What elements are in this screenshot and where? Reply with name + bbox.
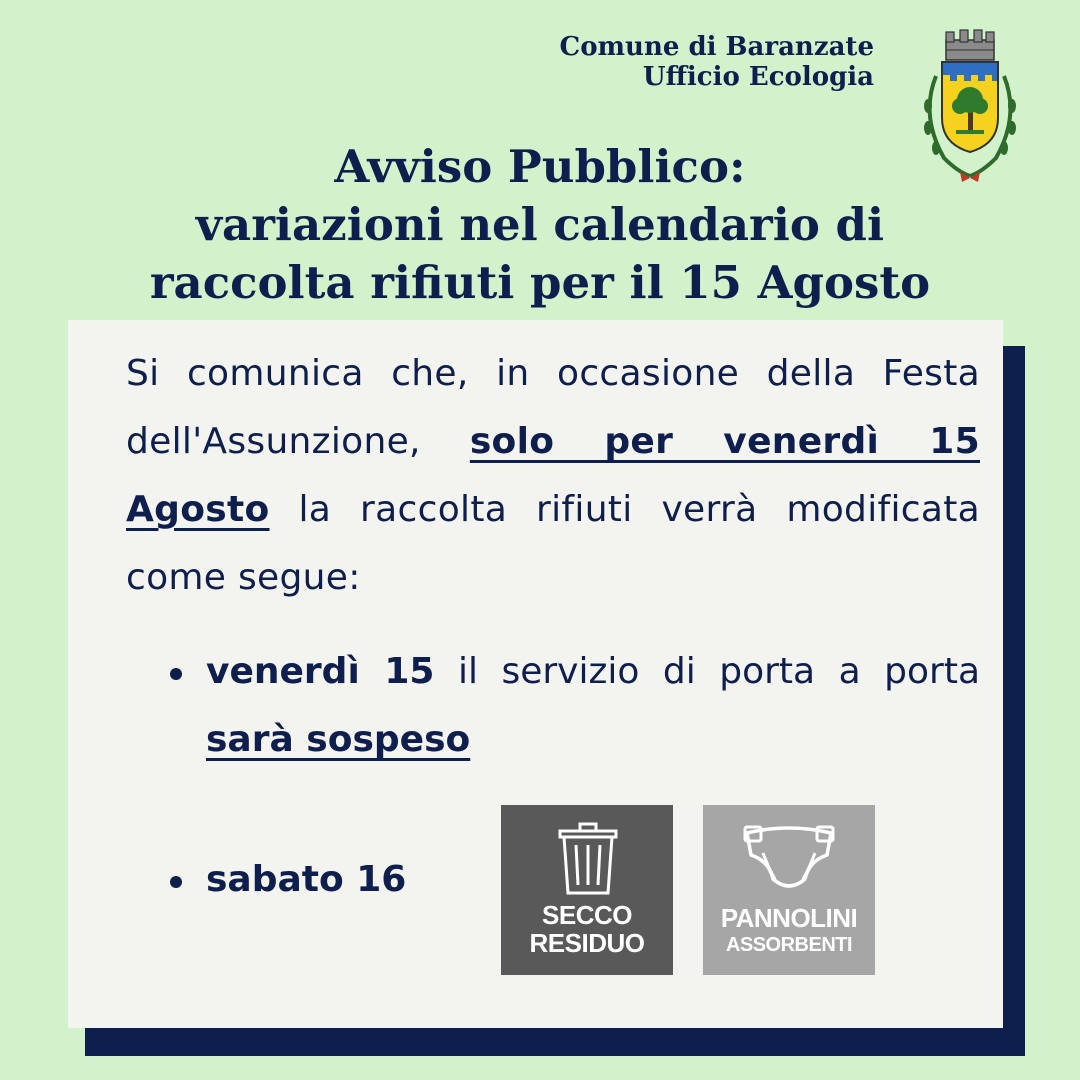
bullet-day: sabato 16 — [206, 859, 407, 900]
bullet-friday — [206, 638, 980, 774]
tile-label-line: SECCO — [542, 900, 632, 930]
tile-label — [703, 903, 875, 957]
trash-bin-icon — [556, 821, 620, 897]
notice-highlight: solo per venerdì 15 Agosto — [126, 421, 980, 530]
tile-pannolini-assorbenti — [703, 805, 875, 975]
title-line-2: variazioni nel calendario di — [195, 198, 885, 251]
tile-label-line: PANNOLINI — [720, 903, 858, 933]
tile-label — [501, 901, 673, 957]
title-line-1: Avviso Pubblico: — [334, 140, 746, 193]
notice-outro: la raccolta rifiuti verrà modificata come segue: — [126, 489, 980, 598]
org-name: Comune di Baranzate — [559, 32, 874, 62]
bullet-status: sarà sospeso — [206, 719, 471, 760]
title-line-3: raccolta rifiuti per il 15 Agosto — [149, 256, 931, 309]
tile-label-line: RESIDUO — [529, 928, 645, 958]
org-office: Ufficio Ecologia — [642, 62, 874, 92]
bullet-day: venerdì 15 — [206, 651, 435, 692]
diaper-icon — [739, 819, 839, 897]
tile-secco-residuo — [501, 805, 673, 975]
bullet-saturday — [206, 846, 406, 914]
organization-header — [560, 32, 875, 92]
tile-label-line: ASSORBENTI — [725, 934, 853, 956]
notice-paragraph — [126, 340, 980, 612]
notice-intro: Si comunica che, in occasione della Festa dell'Assunzione, — [126, 353, 980, 462]
bullet-text: il servizio di porta a porta — [434, 651, 980, 692]
bullet-dot — [170, 876, 182, 888]
page-title — [60, 138, 1020, 312]
bullet-dot — [170, 668, 182, 680]
